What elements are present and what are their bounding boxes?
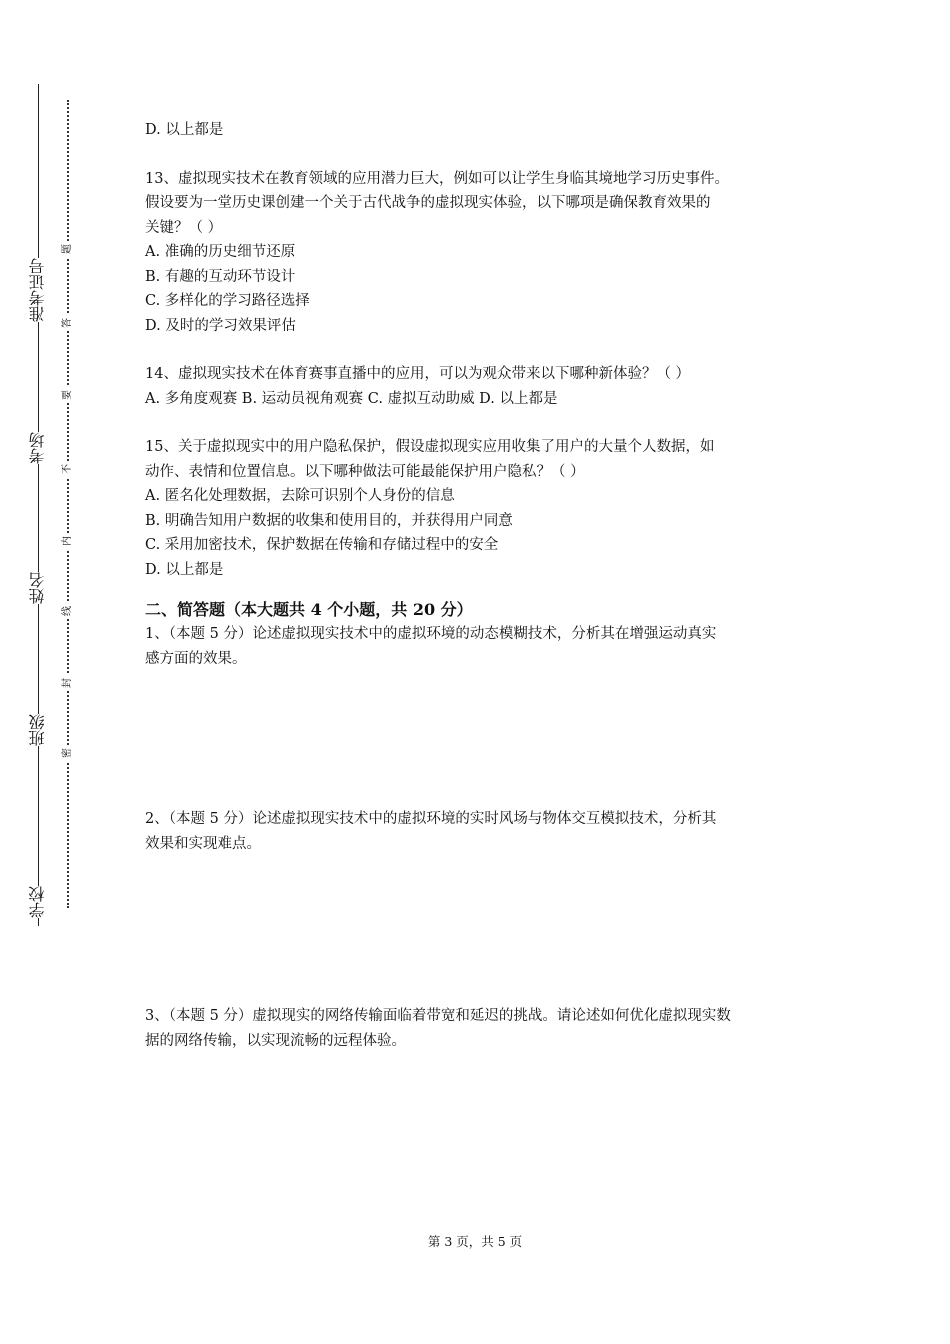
question-text: 3、（本题 5 分）虚拟现实的网络传输面临着带宽和延迟的挑战。请论述如何优化虚拟现实数 [145,1008,731,1024]
page-footer: 第 3 页，共 5 页 [427,1234,523,1249]
seal-char: 线 [61,603,75,619]
exam-content [145,118,815,1053]
question-text: 效果和实现难点。 [145,835,261,852]
answer-space [145,671,815,807]
seal-char: 密 [61,745,75,761]
question-14 [145,362,815,411]
question-text: 据的网络传输，以实现流畅的远程体验。 [145,1032,406,1049]
option-d: D. 以上都是 [145,122,224,138]
answer-space [145,856,815,1004]
option-b: B. 明确告知用户数据的收集和使用目的，并获得用户同意 [145,512,513,529]
exam-id-label: 准考证号 [24,258,52,322]
section-title: 二、简答题（本大题共 4 个小题，共 20 分） [145,600,473,619]
short-answer-2 [145,807,815,856]
options-inline: A. 多角度观赛 B. 运动员视角观赛 C. 虚拟互动助威 D. 以上都是 [145,390,558,407]
seal-char: 要 [61,387,75,403]
school-label: 学校 [24,886,52,918]
exam-room-label: 考场 [24,432,52,464]
question-stem: 假设要为一堂历史课创建一个关于古代战争的虚拟现实体验，以下哪项是确保教育效果的 [145,195,711,211]
question-stem: 关键？（ ） [145,219,223,236]
question-text: 2、（本题 5 分）论述虚拟现实技术中的虚拟环境的实时风场与物体交互模拟技术，分析其 [145,811,717,827]
student-name-label: 姓名 [24,572,52,604]
option-c: C. 采用加密技术，保护数据在传输和存储过程中的安全 [145,537,499,553]
seal-char: 题 [61,241,75,257]
option-a: A. 准确的历史细节还原 [145,244,296,260]
question-15 [145,435,815,582]
option-b: B. 有趣的互动环节设计 [145,268,296,285]
question-stem: 动作、表情和位置信息。以下哪种做法可能最能保护用户隐私？（ ） [145,463,585,480]
seal-dotted-line [67,100,69,908]
short-answer-3 [145,1004,815,1053]
option-d: D. 以上都是 [145,561,224,578]
binding-margin [0,0,80,1344]
question-text: 感方面的效果。 [145,650,247,667]
question-text: 1、（本题 5 分）论述虚拟现实技术中的虚拟环境的动态模糊技术，分析其在增强运动真实 [145,626,717,642]
class-label: 班级 [24,714,52,746]
question-stem: 15、关于虚拟现实中的用户隐私保护，假设虚拟现实应用收集了用户的大量个人数据，如 [145,439,715,455]
option-a: A. 匿名化处理数据，去除可识别个人身份的信息 [145,488,455,504]
option-c: C. 多样化的学习路径选择 [145,293,310,309]
seal-char: 内 [61,533,75,549]
question-stem: 13、虚拟现实技术在教育领域的应用潜力巨大，例如可以让学生身临其境地学习历史事件。 [145,170,729,187]
short-answer-1 [145,622,815,671]
question-13 [145,167,815,339]
binding-solid-line [38,84,39,926]
option-d: D. 及时的学习效果评估 [145,317,296,334]
seal-char: 不 [61,461,75,477]
seal-char: 封 [61,675,75,691]
question-stem: 14、虚拟现实技术在体育赛事直播中的应用，可以为观众带来以下哪种新体验？（ ） [145,366,691,382]
seal-char: 答 [61,315,75,331]
